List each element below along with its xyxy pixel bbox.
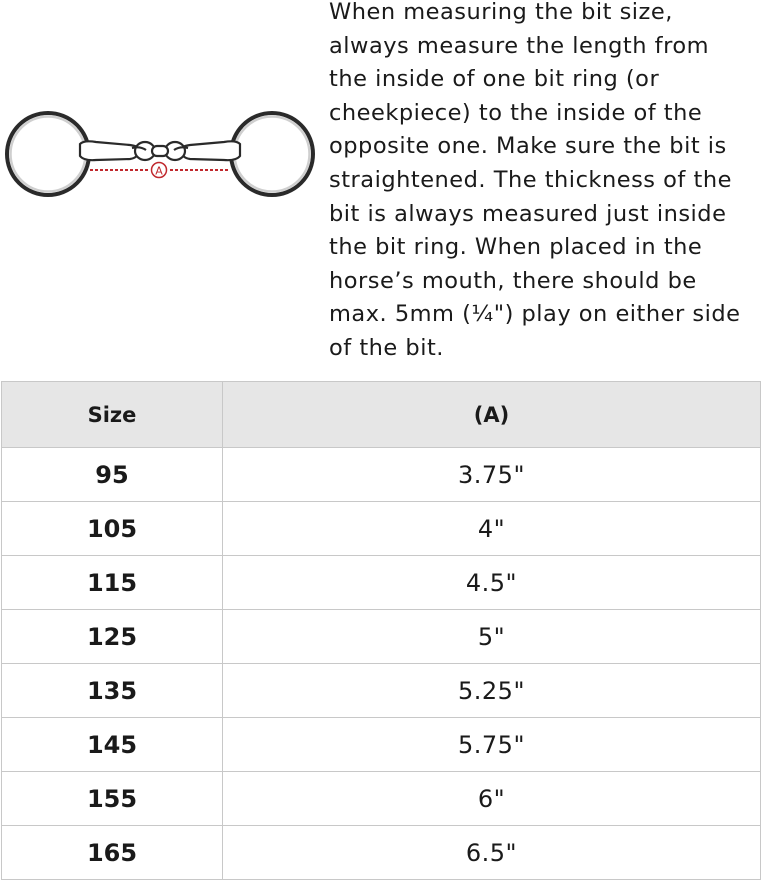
a-measurement-cell: 4" <box>223 502 761 556</box>
bit-size-table <box>1 381 761 880</box>
a-measurement-cell: 5" <box>223 610 761 664</box>
table-header-row <box>2 382 761 448</box>
info-section <box>0 0 761 380</box>
a-measurement-cell: 5.75" <box>223 718 761 772</box>
size-cell: 155 <box>2 772 223 826</box>
size-cell: 145 <box>2 718 223 772</box>
table-row <box>2 448 761 502</box>
bit-measurement-illustration <box>4 106 322 206</box>
table-row <box>2 826 761 880</box>
size-column-header: Size <box>2 382 223 448</box>
measure-marker-label: A <box>155 164 163 178</box>
bit-mouthpiece <box>80 141 240 160</box>
left-bit-ring <box>7 113 89 195</box>
a-column-header: (A) <box>223 382 761 448</box>
measuring-instructions: When measuring the bit size, always measure the length from the inside of one bit ring (or cheekpiece) to the inside of the opposite one. Make sure the bit is straightened. The thickness of the bit is always measured just inside the bit ring. When placed in the horse’s mouth, there should be max. 5mm (¼") play on either side of the bit. <box>329 0 741 361</box>
size-cell: 105 <box>2 502 223 556</box>
table-row <box>2 664 761 718</box>
size-cell: 135 <box>2 664 223 718</box>
a-measurement-cell: 6.5" <box>223 826 761 880</box>
measurement-line-a <box>90 163 230 178</box>
table-row <box>2 718 761 772</box>
size-cell: 95 <box>2 448 223 502</box>
size-cell: 125 <box>2 610 223 664</box>
table-row <box>2 772 761 826</box>
table-row <box>2 502 761 556</box>
a-measurement-cell: 3.75" <box>223 448 761 502</box>
size-cell: 165 <box>2 826 223 880</box>
a-measurement-cell: 4.5" <box>223 556 761 610</box>
table-row <box>2 556 761 610</box>
a-measurement-cell: 6" <box>223 772 761 826</box>
size-cell: 115 <box>2 556 223 610</box>
right-bit-ring <box>231 113 313 195</box>
a-measurement-cell: 5.25" <box>223 664 761 718</box>
table-row <box>2 610 761 664</box>
